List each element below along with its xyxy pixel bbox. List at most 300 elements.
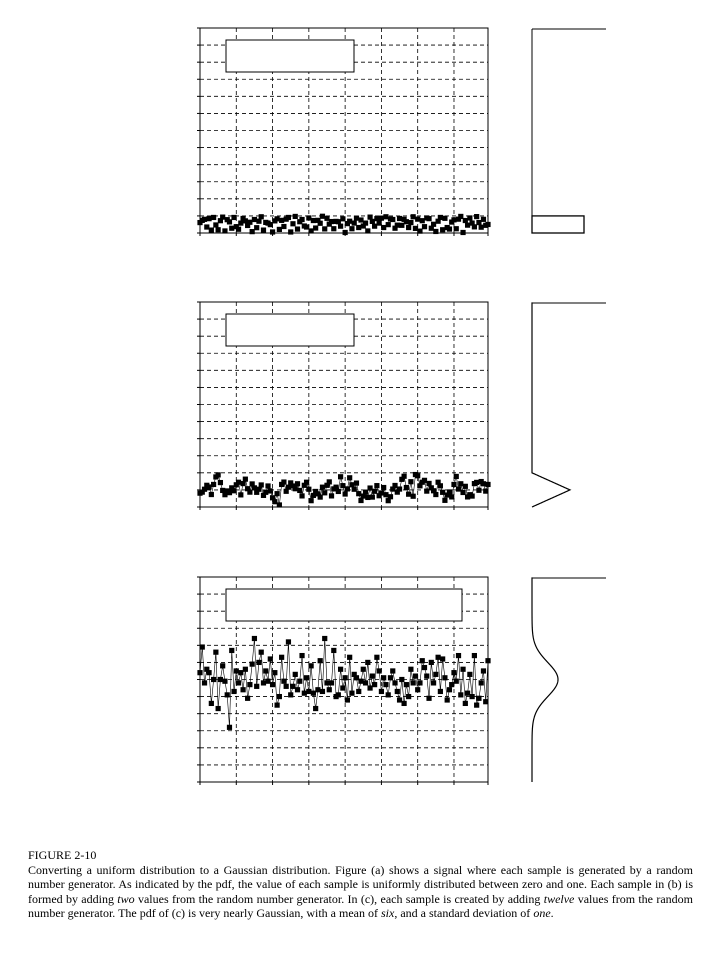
data-point (345, 697, 350, 702)
data-point (295, 226, 300, 231)
data-point (306, 689, 311, 694)
data-point (411, 680, 416, 685)
data-point (299, 217, 304, 222)
data-point (433, 229, 438, 234)
data-point (361, 667, 366, 672)
data-point (479, 680, 484, 685)
data-point (370, 494, 375, 499)
data-point (470, 493, 475, 498)
chart-panel-b (197, 302, 606, 510)
data-point (327, 479, 332, 484)
data-point (431, 222, 436, 227)
data-point (263, 490, 268, 495)
data-point (458, 481, 463, 486)
data-point (386, 222, 391, 227)
data-point (343, 491, 348, 496)
data-point (363, 680, 368, 685)
data-point (313, 225, 318, 230)
data-point (290, 684, 295, 689)
data-point (415, 687, 420, 692)
data-point (288, 229, 293, 234)
data-point (408, 667, 413, 672)
data-point (399, 223, 404, 228)
data-point (447, 226, 452, 231)
data-point (367, 685, 372, 690)
data-point (218, 480, 223, 485)
data-point (256, 219, 261, 224)
data-point (440, 656, 445, 661)
data-point (236, 680, 241, 685)
data-point (338, 474, 343, 479)
data-point (202, 217, 207, 222)
data-point (481, 481, 486, 486)
data-point (383, 214, 388, 219)
data-point (297, 679, 302, 684)
data-point (243, 477, 248, 482)
data-point (401, 701, 406, 706)
data-point (399, 677, 404, 682)
data-point (254, 684, 259, 689)
data-point (383, 492, 388, 497)
data-point (238, 492, 243, 497)
data-point (320, 485, 325, 490)
data-point (463, 484, 468, 489)
data-point (370, 219, 375, 224)
data-point (261, 227, 266, 232)
data-point (370, 673, 375, 678)
data-point (454, 474, 459, 479)
pdf-curve (532, 302, 570, 507)
data-point (460, 230, 465, 235)
data-point (467, 672, 472, 677)
data-point (336, 219, 341, 224)
data-point (404, 219, 409, 224)
data-point (347, 219, 352, 224)
data-point (377, 220, 382, 225)
data-point (426, 481, 431, 486)
data-point (408, 479, 413, 484)
data-point (454, 679, 459, 684)
data-point (206, 216, 211, 221)
data-point (299, 493, 304, 498)
data-point (209, 227, 214, 232)
data-point (470, 694, 475, 699)
annotation-box (226, 40, 354, 72)
data-point (220, 215, 225, 220)
data-point (309, 498, 314, 503)
data-point (277, 502, 282, 507)
data-point (422, 665, 427, 670)
data-point (216, 227, 221, 232)
data-point (422, 224, 427, 229)
data-point (247, 682, 252, 687)
data-point (377, 668, 382, 673)
data-point (309, 663, 314, 668)
data-point (320, 689, 325, 694)
caption-emphasis: two (117, 891, 135, 906)
data-point (286, 639, 291, 644)
data-point (388, 675, 393, 680)
data-point (213, 222, 218, 227)
data-point (395, 689, 400, 694)
data-point (311, 218, 316, 223)
data-point (451, 482, 456, 487)
data-point (365, 228, 370, 233)
data-point (304, 675, 309, 680)
data-point (231, 488, 236, 493)
data-point (281, 224, 286, 229)
data-point (390, 217, 395, 222)
data-point (397, 216, 402, 221)
data-point (458, 692, 463, 697)
data-point (367, 485, 372, 490)
data-point (352, 487, 357, 492)
data-point (383, 682, 388, 687)
data-point (349, 691, 354, 696)
data-point (474, 480, 479, 485)
pdf-curve (532, 216, 584, 233)
data-point (309, 228, 314, 233)
data-point (456, 653, 461, 658)
data-point (381, 675, 386, 680)
data-point (401, 474, 406, 479)
data-point (458, 214, 463, 219)
data-point (268, 488, 273, 493)
data-point (415, 217, 420, 222)
data-point (331, 226, 336, 231)
data-point (218, 677, 223, 682)
data-point (320, 214, 325, 219)
data-point (234, 668, 239, 673)
data-point (442, 675, 447, 680)
data-point (485, 482, 490, 487)
data-point (304, 480, 309, 485)
data-point (451, 217, 456, 222)
data-point (329, 219, 334, 224)
data-point (463, 218, 468, 223)
data-point (281, 479, 286, 484)
data-point (245, 696, 250, 701)
data-point (279, 655, 284, 660)
data-point (417, 680, 422, 685)
data-point (463, 701, 468, 706)
data-point (268, 222, 273, 227)
data-point (436, 655, 441, 660)
data-point (381, 485, 386, 490)
data-point (447, 687, 452, 692)
data-point (311, 691, 316, 696)
data-point (354, 216, 359, 221)
data-point (293, 672, 298, 677)
data-point (277, 227, 282, 232)
data-point (356, 689, 361, 694)
data-point (220, 663, 225, 668)
data-point (354, 480, 359, 485)
data-point (476, 488, 481, 493)
data-point (456, 486, 461, 491)
caption-emphasis: one (533, 906, 551, 920)
data-point (329, 493, 334, 498)
data-point (270, 682, 275, 687)
data-point (343, 675, 348, 680)
data-point (259, 650, 264, 655)
data-point (247, 220, 252, 225)
caption-text-run: , and a standard deviation of (394, 906, 534, 920)
data-point (324, 680, 329, 685)
data-point (322, 636, 327, 641)
data-point (465, 691, 470, 696)
data-point (318, 221, 323, 226)
data-point (211, 215, 216, 220)
data-point (340, 685, 345, 690)
data-point (476, 696, 481, 701)
data-point (236, 227, 241, 232)
data-point (347, 475, 352, 480)
data-point (449, 494, 454, 499)
data-point (272, 499, 277, 504)
data-point (472, 224, 477, 229)
data-point (293, 486, 298, 491)
data-point (358, 498, 363, 503)
data-point (365, 660, 370, 665)
data-point (454, 226, 459, 231)
data-point (445, 697, 450, 702)
annotation-box (226, 314, 354, 346)
data-point (250, 229, 255, 234)
data-point (365, 495, 370, 500)
data-point (318, 494, 323, 499)
data-point (406, 694, 411, 699)
data-point (438, 483, 443, 488)
data-point (374, 483, 379, 488)
chart-panel-a (197, 28, 606, 236)
data-point (349, 226, 354, 231)
caption-text-run: values from the random number generator. In (c), each sample is created by adding (134, 891, 544, 906)
data-point (406, 492, 411, 497)
data-point (259, 482, 264, 487)
data-point (442, 216, 447, 221)
data-point (379, 490, 384, 495)
data-point (250, 662, 255, 667)
data-point (238, 220, 243, 225)
data-point (275, 491, 280, 496)
data-point (209, 701, 214, 706)
data-point (206, 484, 211, 489)
data-point (306, 215, 311, 220)
data-point (363, 490, 368, 495)
data-point (324, 216, 329, 221)
caption-body (28, 863, 693, 921)
data-point (265, 483, 270, 488)
data-point (252, 485, 257, 490)
data-point (225, 692, 230, 697)
data-point (252, 636, 257, 641)
data-point (213, 650, 218, 655)
data-point (329, 680, 334, 685)
data-point (297, 488, 302, 493)
data-point (460, 667, 465, 672)
data-point (395, 223, 400, 228)
data-point (406, 225, 411, 230)
caption-text-run: . (550, 906, 554, 920)
data-point (270, 229, 275, 234)
caption-emphasis: six (381, 906, 395, 920)
data-point (281, 679, 286, 684)
caption-title: FIGURE 2-10 (28, 848, 97, 862)
data-point (236, 480, 241, 485)
data-point (449, 682, 454, 687)
data-point (483, 489, 488, 494)
data-point (322, 490, 327, 495)
data-point (476, 220, 481, 225)
pdf-curve (532, 577, 558, 782)
data-point (259, 214, 264, 219)
data-point (338, 224, 343, 229)
data-point (481, 217, 486, 222)
data-point (397, 486, 402, 491)
data-point (284, 684, 289, 689)
data-point (295, 687, 300, 692)
data-point (261, 680, 266, 685)
data-point (306, 487, 311, 492)
data-point (379, 216, 384, 221)
data-point (331, 648, 336, 653)
data-point (254, 225, 259, 230)
data-point (240, 481, 245, 486)
data-point (379, 689, 384, 694)
data-point (227, 725, 232, 730)
data-point (352, 220, 357, 225)
data-point (290, 221, 295, 226)
data-point (356, 491, 361, 496)
data-point (231, 689, 236, 694)
data-point (265, 679, 270, 684)
data-point (231, 215, 236, 220)
data-point (420, 658, 425, 663)
data-point (243, 667, 248, 672)
data-point (209, 492, 214, 497)
data-point (479, 225, 484, 230)
data-point (211, 677, 216, 682)
data-point (485, 222, 490, 227)
data-point (438, 689, 443, 694)
data-point (275, 703, 280, 708)
data-point (211, 482, 216, 487)
data-point (279, 218, 284, 223)
data-point (426, 696, 431, 701)
data-point (286, 215, 291, 220)
data-point (356, 225, 361, 230)
data-point (404, 485, 409, 490)
data-point (465, 223, 470, 228)
data-point (304, 224, 309, 229)
data-point (263, 668, 268, 673)
caption-text-run: values from the random number generator. The pdf of (c) is very nearly Gaussian, with a mean of (28, 891, 693, 920)
data-point (483, 699, 488, 704)
data-point (386, 692, 391, 697)
data-point (275, 216, 280, 221)
data-point (372, 489, 377, 494)
data-point (422, 478, 427, 483)
data-point (288, 692, 293, 697)
data-point (433, 672, 438, 677)
data-point (277, 694, 282, 699)
data-point (238, 670, 243, 675)
data-point (460, 490, 465, 495)
chart-panel-c (197, 577, 606, 785)
data-point (358, 679, 363, 684)
data-point (204, 224, 209, 229)
data-point (417, 229, 422, 234)
data-point (327, 687, 332, 692)
data-point (481, 668, 486, 673)
data-point (424, 489, 429, 494)
data-point (243, 218, 248, 223)
data-point (229, 648, 234, 653)
data-point (404, 682, 409, 687)
data-point (374, 655, 379, 660)
data-point (431, 680, 436, 685)
data-point (420, 218, 425, 223)
data-point (358, 217, 363, 222)
data-point (354, 675, 359, 680)
data-point (340, 216, 345, 221)
data-point (442, 498, 447, 503)
data-point (340, 483, 345, 488)
data-point (426, 216, 431, 221)
caption-text-run: Converting a uniform distribution to a Gaussian distribution. Figure (a) shows a signal where each sample is generated by a random number generator. As indicated by the pdf, the value of each sample is uniformly distributed between zero and one. Each sample in (b) is formed by adding (28, 862, 693, 906)
data-point (438, 215, 443, 220)
data-point (268, 656, 273, 661)
data-point (372, 224, 377, 229)
data-point (197, 670, 202, 675)
data-point (349, 482, 354, 487)
data-point (474, 703, 479, 708)
data-point (372, 682, 377, 687)
data-point (252, 217, 257, 222)
data-point (388, 494, 393, 499)
data-point (424, 673, 429, 678)
data-point (374, 216, 379, 221)
data-point (408, 220, 413, 225)
data-point (240, 687, 245, 692)
data-point (440, 490, 445, 495)
data-point (229, 226, 234, 231)
data-point (472, 653, 477, 658)
data-point (451, 670, 456, 675)
data-point (345, 486, 350, 491)
data-point (313, 706, 318, 711)
data-point (200, 644, 205, 649)
data-point (272, 670, 277, 675)
data-point (318, 658, 323, 663)
data-point (363, 220, 368, 225)
data-point (336, 489, 341, 494)
data-point (447, 489, 452, 494)
data-point (336, 692, 341, 697)
data-point (433, 492, 438, 497)
data-point (392, 483, 397, 488)
annotation-box (226, 589, 462, 621)
data-point (381, 225, 386, 230)
data-point (347, 655, 352, 660)
data-point (299, 653, 304, 658)
data-point (222, 679, 227, 684)
figure-caption (28, 848, 693, 921)
data-point (411, 214, 416, 219)
data-point (295, 481, 300, 486)
data-point (216, 706, 221, 711)
